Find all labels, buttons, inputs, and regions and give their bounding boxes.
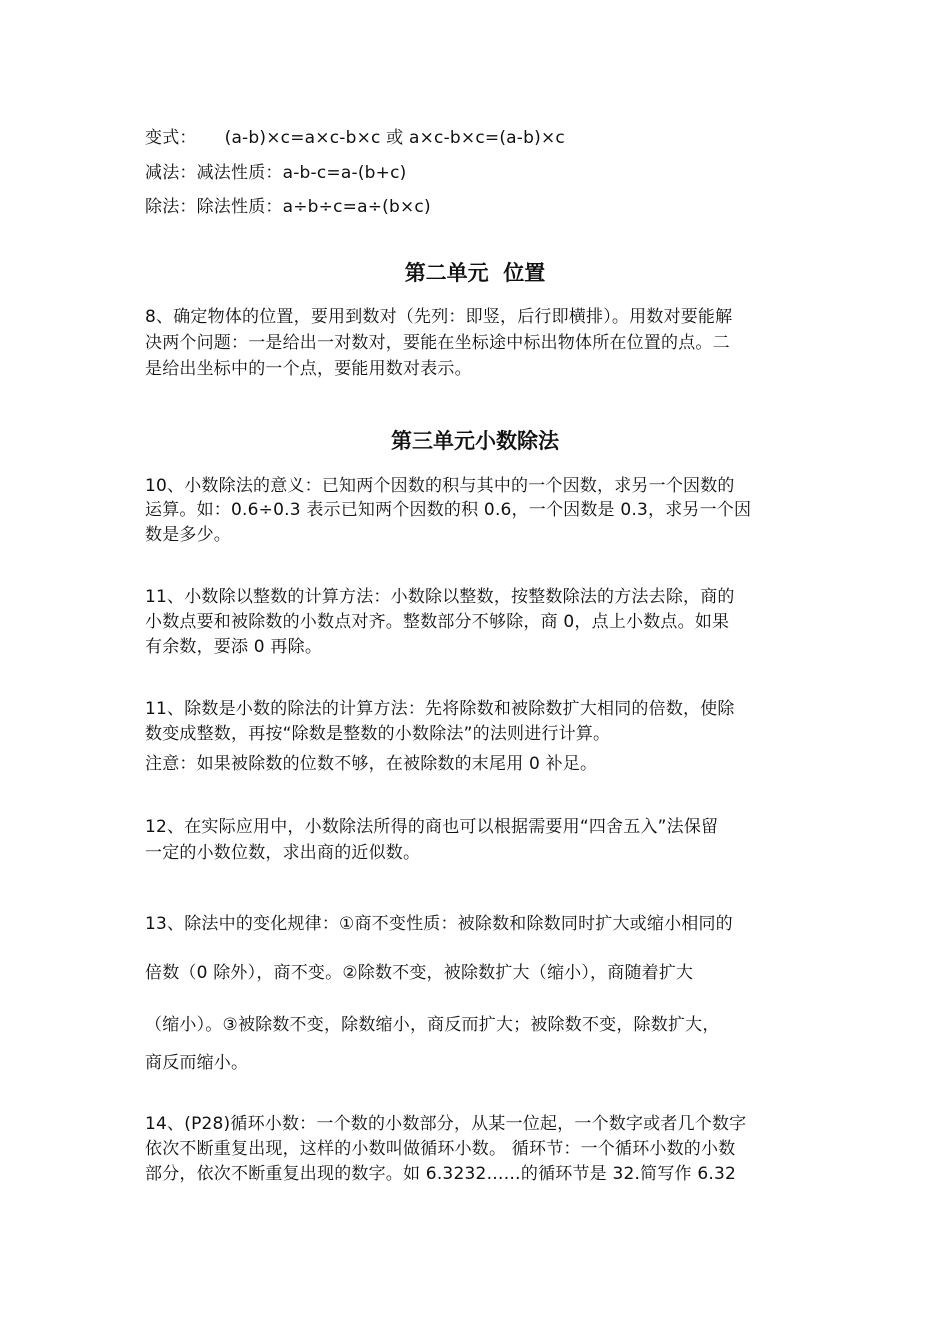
item14-line: 部分，依次不断重复出现的数字。如 6.3232……的循环节是 32.简写作 6.32: [145, 1164, 736, 1184]
formula-division: 除法：除法性质：a÷b÷c=a÷(b×c): [145, 197, 431, 217]
item12-line: 12、在实际应用中，小数除法所得的商也可以根据需要用“四舍五入”法保留: [145, 817, 719, 837]
item10-line: 运算。如：0.6÷0.3 表示已知两个因数的积 0.6，一个因数是 0.3，求另一个因: [145, 500, 752, 520]
formula-variant-expr: (a-b)×c=a×c-b×c 或 a×c-b×c=(a-b)×c: [224, 128, 565, 148]
formula-variant-label: 变式：: [145, 128, 197, 148]
formula-variant: [145, 125, 810, 151]
item10-line: 10、小数除法的意义：已知两个因数的积与其中的一个因数，求另一个因数的: [145, 476, 735, 496]
item11b-line: 数变成整数，再按“除数是整数的小数除法”的法则进行计算。: [145, 724, 611, 744]
item8-line: 决两个问题：一是给出一对数对，要能在坐标途中标出物体所在位置的点。二: [145, 333, 730, 353]
item12-line: 一定的小数位数，求出商的近似数。: [145, 843, 421, 863]
formula-subtraction: 减法：减法性质：a-b-c=a-(b+c): [145, 163, 407, 183]
item11a-line: 11、小数除以整数的计算方法：小数除以整数，按整数除法的方法去除，商的: [145, 587, 735, 607]
item13-line: 倍数（0 除外），商不变。②除数不变，被除数扩大（缩小），商随着扩大: [145, 963, 694, 983]
item13-line: 商反而缩小。: [145, 1053, 249, 1073]
item14-line: 14、(P28)循环小数：一个数的小数部分，从某一位起，一个数字或者几个数字: [145, 1114, 747, 1134]
item8-line: 8、确定物体的位置，要用到数对（先列：即竖，后行即横排）。用数对要能解: [145, 307, 733, 327]
item11a-line: 有余数，要添 0 再除。: [145, 637, 323, 657]
item11b-line: 11、除数是小数的除法的计算方法：先将除数和被除数扩大相同的倍数，使除: [145, 699, 735, 719]
item10-line: 数是多少。: [145, 525, 231, 545]
item14-line: 依次不断重复出现，这样的小数叫做循环小数。 循环节：一个循环小数的小数: [145, 1139, 736, 1159]
item13-line: （缩小）。③被除数不变，除数缩小，商反而扩大；被除数不变，除数扩大，: [145, 1015, 720, 1035]
item11a-line: 小数点要和被除数的小数点对齐。整数部分不够除，商 0，点上小数点。如果: [145, 612, 730, 632]
item13-line: 13、除法中的变化规律：①商不变性质：被除数和除数同时扩大或缩小相同的: [145, 914, 733, 934]
unit2-heading: 第二单元 位置: [404, 261, 546, 285]
unit3-heading: 第三单元小数除法: [391, 429, 559, 453]
item8-line: 是给出坐标中的一个点，要能用数对表示。: [145, 359, 472, 379]
item11b-note: 注意：如果被除数的位数不够，在被除数的末尾用 0 补足。: [145, 754, 598, 774]
